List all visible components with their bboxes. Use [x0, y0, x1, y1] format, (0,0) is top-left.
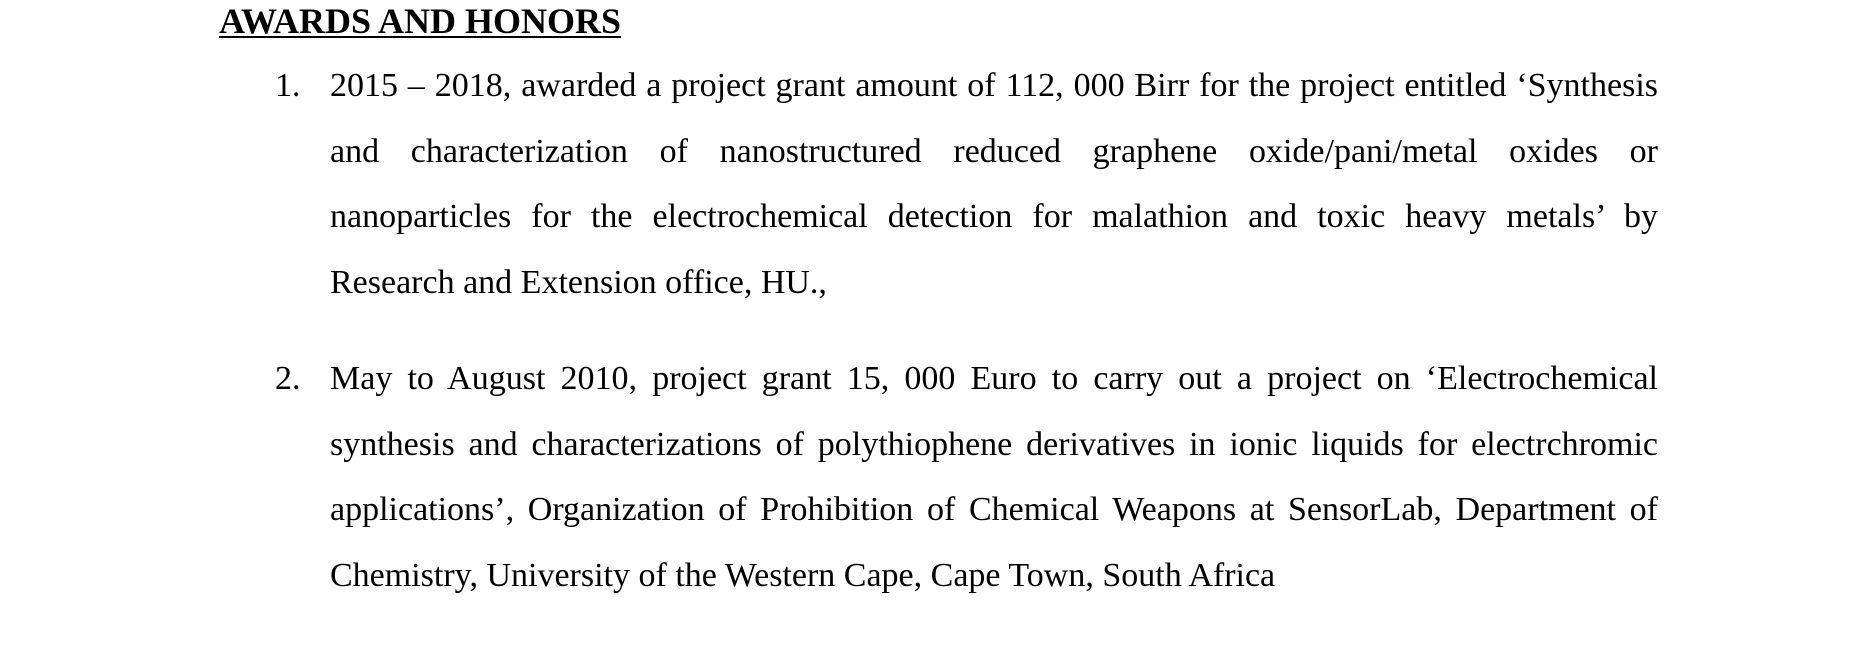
list-item-number: 2.: [275, 360, 301, 397]
list-item-text: 2015 – 2018, awarded a project grant amount of 112, 000 Birr for the project entitled ‘Synthesis and characterization of nanostructured reduced graphene oxide/pani/metal oxides or nanoparticles for the electrochemical detection for malathion and toxic heavy metals’ by Research and Extension office, HU.,: [330, 67, 1658, 301]
list-item-text: May to August 2010, project grant 15, 000 Euro to carry out a project on ‘Electrochemical synthesis and characterizations of polythiophene derivatives in ionic liquids for electrchromic applications’, Organization of Prohibition of Chemical Weapons at SensorLab, Department of Chemistry, University of the Western Cape, Cape Town, South Africa: [330, 360, 1658, 594]
section-heading: AWARDS AND HONORS: [219, 1, 622, 41]
list-item-number: 1.: [275, 67, 301, 104]
